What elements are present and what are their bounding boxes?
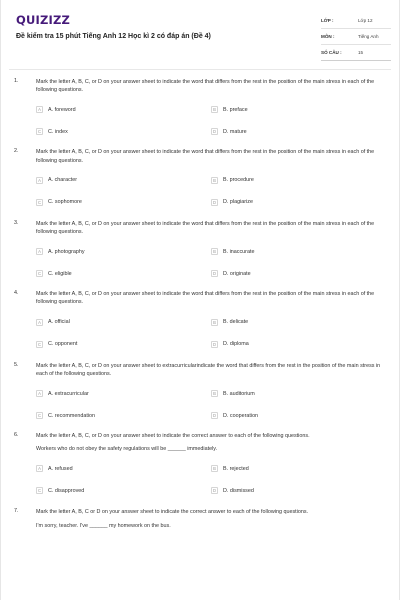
option-text: D. originate <box>223 270 251 277</box>
option-letter-box[interactable]: B <box>211 390 218 397</box>
answer-option[interactable] <box>36 485 211 496</box>
option-text: B. delicate <box>223 319 249 326</box>
option-letter-box[interactable]: A <box>36 106 43 113</box>
option-text: D. cooperation <box>223 412 259 419</box>
answer-options <box>36 175 386 208</box>
question-text: Mark the letter A, B, C, or D on your answer sheet to indicate the word that differs from the rest in the position of the main stress in each of the following questions. <box>36 79 375 94</box>
answer-option[interactable] <box>211 339 386 350</box>
page-title: Đề kiểm tra 15 phút Tiếng Anh 12 Học kì 2 có đáp án (Đề 4) <box>16 33 211 40</box>
answer-row <box>36 463 386 474</box>
question-item <box>1 78 400 137</box>
answer-row <box>36 410 386 421</box>
answer-option[interactable] <box>36 339 211 350</box>
answer-option[interactable] <box>36 175 211 186</box>
answer-option[interactable] <box>211 268 386 279</box>
answer-row <box>36 175 386 186</box>
option-text: B. inaccurate <box>223 248 255 255</box>
option-letter-box[interactable]: C <box>37 129 42 135</box>
answer-option[interactable] <box>36 126 211 137</box>
answer-row <box>36 388 386 399</box>
option-letter-box[interactable]: D <box>212 413 217 419</box>
option-letter-box[interactable]: D <box>212 488 217 494</box>
answer-option[interactable] <box>36 104 211 115</box>
question-number: 3. <box>14 219 19 226</box>
option-text: D. diploma <box>223 341 249 348</box>
answer-row <box>36 246 386 257</box>
question-number: 7. <box>14 508 19 515</box>
answer-option[interactable] <box>211 126 386 137</box>
option-text: B. rejected <box>223 465 249 472</box>
answer-option[interactable] <box>211 463 386 474</box>
answer-row <box>36 126 386 137</box>
meta-value: Lớp 12 <box>358 18 373 23</box>
meta-row-subject <box>321 29 391 45</box>
question-text: Mark the letter A, B, C, or D on your answer sheet to extracurricularindicate the word that differs from the rest in the position of the main stress in each of the following questions. <box>36 362 381 377</box>
answer-option[interactable] <box>36 197 211 208</box>
answer-options <box>36 246 386 279</box>
answer-option[interactable] <box>211 197 386 208</box>
header-divider <box>9 69 391 70</box>
option-text: B. procedure <box>223 177 254 184</box>
option-text: B. auditorium <box>223 390 255 397</box>
option-text: C. index <box>48 128 68 135</box>
question-item <box>1 362 400 421</box>
answer-row <box>36 485 386 496</box>
answer-row <box>36 104 386 115</box>
question-item <box>1 508 400 529</box>
meta-label: SỐ CÂU : <box>321 50 342 55</box>
question-text: Mark the letter A, B, C, or D on your answer sheet to indicate the word that differs from the rest in the position of the main stress in each of the following questions. <box>36 220 375 236</box>
answer-options <box>36 104 386 137</box>
option-text: C. opponent <box>48 341 78 348</box>
option-letter-box[interactable]: C <box>37 341 42 347</box>
answer-options <box>36 317 386 350</box>
question-number: 5. <box>14 361 19 368</box>
question-text: Mark the letter A, B, C, or D on your answer sheet to indicate the correct answer to each of the following questions. <box>36 433 310 440</box>
option-letter-box[interactable]: A <box>36 465 43 472</box>
option-text: A. foreword <box>48 106 76 113</box>
meta-label: LỚP : <box>321 18 334 23</box>
option-letter-box[interactable]: A <box>36 319 43 326</box>
option-letter-box[interactable]: B <box>211 106 218 113</box>
answer-option[interactable] <box>36 388 211 399</box>
question-number: 6. <box>14 432 19 439</box>
option-letter-box[interactable]: B <box>211 177 218 184</box>
answer-option[interactable] <box>211 104 386 115</box>
meta-value: Tiếng Anh <box>358 34 379 39</box>
option-text: C. recommendation <box>48 412 96 419</box>
question-prompt: Workers who do not obey the safety regulations will be ______ immediately. <box>36 446 218 453</box>
answer-row <box>36 197 386 208</box>
answer-option[interactable] <box>211 246 386 257</box>
quizizz-logo[interactable]: QUIZIZZ <box>16 13 71 27</box>
option-letter-box[interactable]: B <box>211 465 218 472</box>
option-text: C. disapproved <box>48 487 85 494</box>
option-letter-box[interactable]: D <box>212 341 217 347</box>
option-letter-box[interactable]: D <box>212 129 217 135</box>
option-text: C. eligible <box>48 270 72 277</box>
answer-option[interactable] <box>211 410 386 421</box>
question-item <box>1 148 400 207</box>
meta-row-class <box>321 13 391 29</box>
answer-option[interactable] <box>36 317 211 328</box>
option-text: A. refused <box>48 465 73 472</box>
option-letter-box[interactable]: B <box>211 248 218 255</box>
option-text: A. official <box>48 319 70 326</box>
answer-row <box>36 268 386 279</box>
option-text: D. dismissed <box>223 487 254 494</box>
answer-row <box>36 317 386 328</box>
answer-option[interactable] <box>211 317 386 328</box>
answer-option[interactable] <box>36 463 211 474</box>
option-letter-box[interactable]: A <box>36 390 43 397</box>
question-number: 1. <box>14 78 19 84</box>
option-text: C. sophomore <box>48 199 82 206</box>
option-letter-box[interactable]: D <box>212 271 217 277</box>
option-text: A. extracurricular <box>48 390 89 397</box>
question-prompt: I'm sorry, teacher. I've ______ my homework on the bus. <box>36 522 171 529</box>
option-letter-box[interactable]: A <box>36 248 43 255</box>
option-letter-box[interactable]: A <box>36 177 43 184</box>
meta-table <box>321 13 391 61</box>
option-text: A. character <box>48 177 78 184</box>
answer-option[interactable] <box>211 485 386 496</box>
meta-value: 15 <box>358 50 364 55</box>
option-text: B. preface <box>223 106 248 113</box>
answer-option[interactable] <box>211 388 386 399</box>
question-item <box>1 432 400 496</box>
option-letter-box[interactable]: C <box>37 271 42 277</box>
option-letter-box[interactable]: B <box>211 319 218 326</box>
option-text: D. plagiarize <box>223 199 253 206</box>
question-text: Mark the letter A, B, C or D on your answer sheet to indicate the correct answer to each of the following questions. <box>36 509 309 516</box>
answer-option[interactable] <box>36 246 211 257</box>
question-item <box>1 290 400 349</box>
answer-option[interactable] <box>36 410 211 421</box>
answer-option[interactable] <box>211 175 386 186</box>
question-item <box>1 220 400 279</box>
answer-options <box>36 388 386 421</box>
answer-row <box>36 339 386 350</box>
question-number: 4. <box>14 290 19 297</box>
question-number: 2. <box>14 148 19 155</box>
meta-label: MÔN : <box>321 34 335 39</box>
option-text: D. mature <box>223 128 247 135</box>
answer-options <box>36 463 386 496</box>
question-list <box>1 78 400 540</box>
option-letter-box[interactable]: C <box>37 413 42 419</box>
option-text: A. photography <box>48 248 85 255</box>
question-text: Mark the letter A, B, C, or D on your answer sheet to indicate the word that differs from the rest in the position of the main stress in each of the following questions. <box>36 149 375 164</box>
option-letter-box[interactable]: D <box>212 199 217 205</box>
answer-option[interactable] <box>36 268 211 279</box>
option-letter-box[interactable]: C <box>37 199 42 205</box>
question-text: Mark the letter A, B, C, or D on your answer sheet to indicate the word that differs from the rest in the position of the main stress in each of the following questions. <box>36 291 375 306</box>
option-letter-box[interactable]: C <box>37 488 42 494</box>
meta-row-question-count <box>321 45 391 61</box>
